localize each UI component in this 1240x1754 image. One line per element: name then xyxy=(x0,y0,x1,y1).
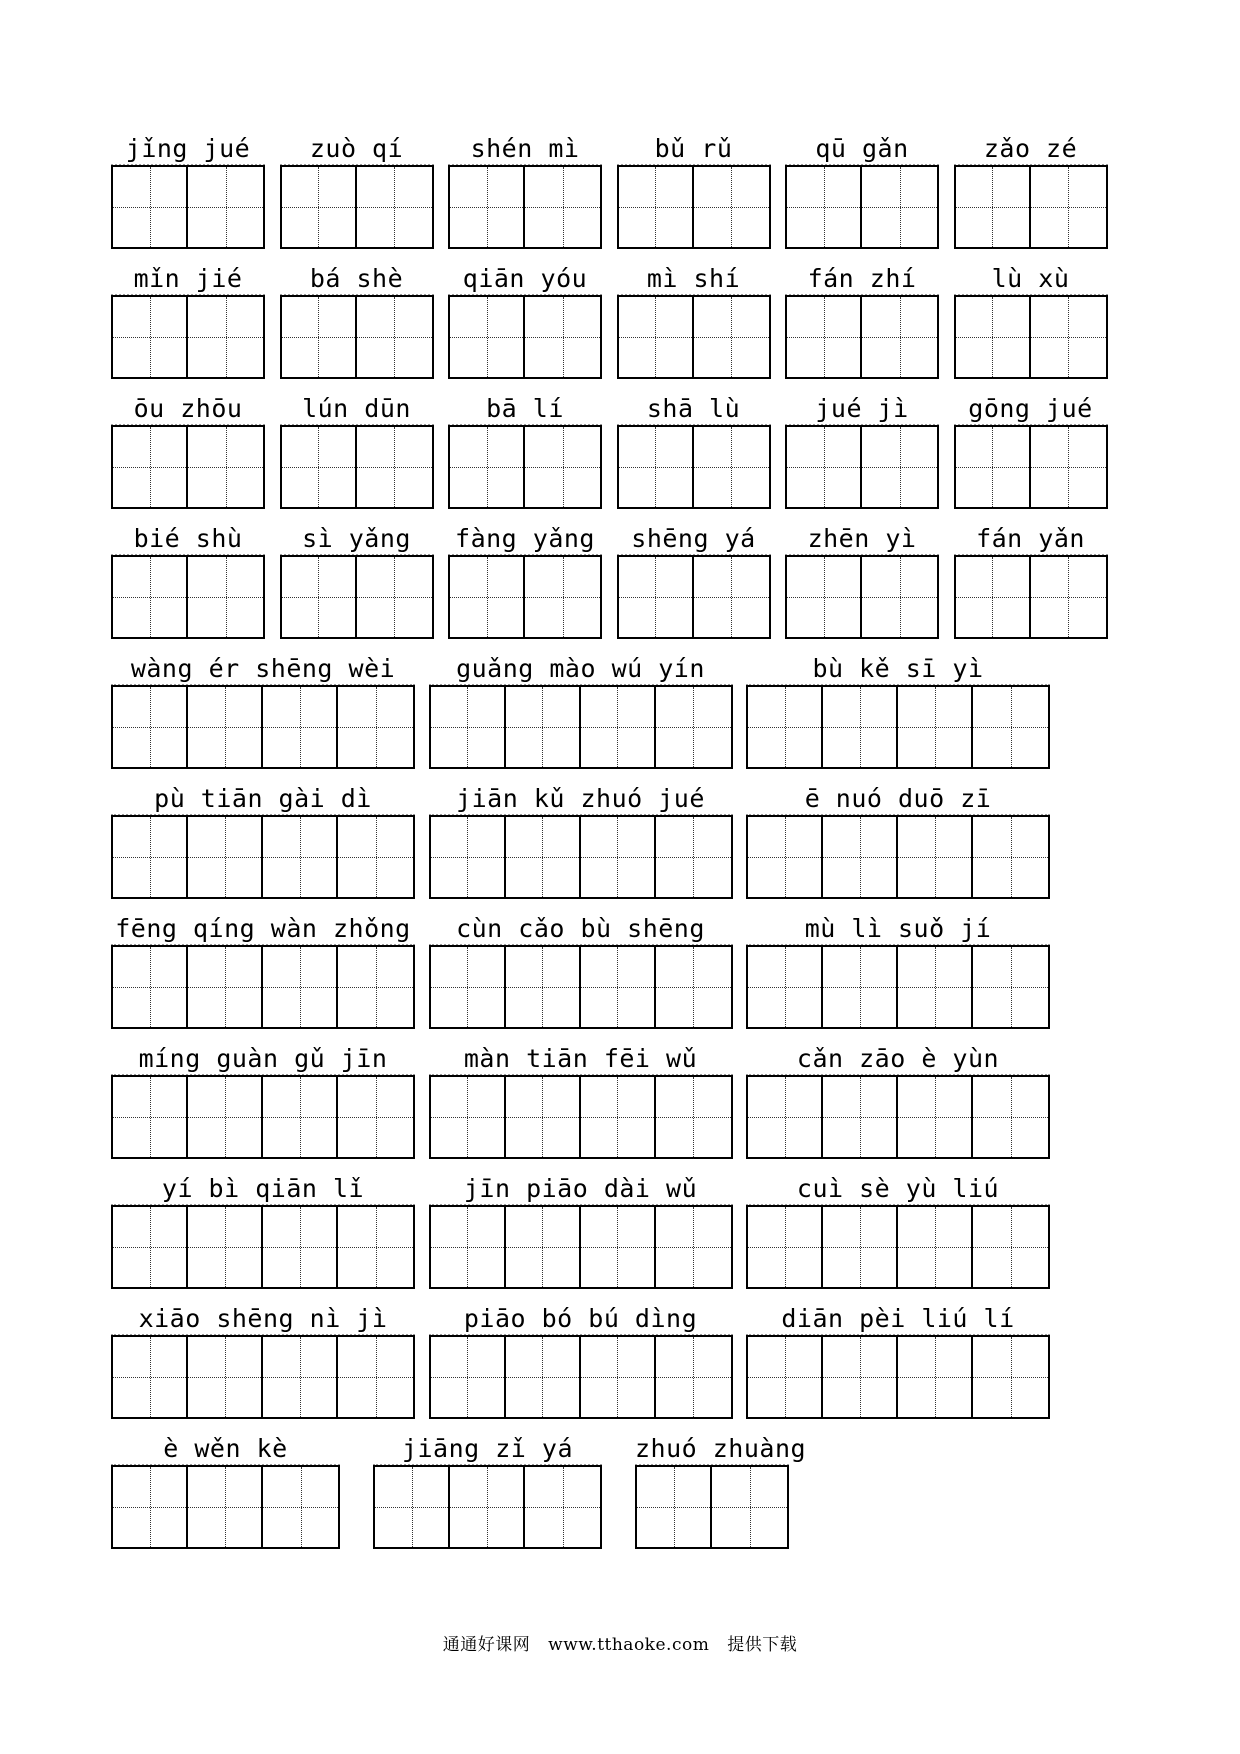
writing-cell[interactable] xyxy=(823,687,898,767)
writing-cell[interactable] xyxy=(282,427,357,507)
writing-cell[interactable] xyxy=(431,1337,506,1417)
writing-cell[interactable] xyxy=(431,1207,506,1287)
writing-grid[interactable] xyxy=(111,165,265,249)
pinyin-label: màn tiān fēi wǔ xyxy=(429,1042,733,1076)
writing-cell[interactable] xyxy=(581,687,656,767)
writing-cell[interactable] xyxy=(338,1207,413,1287)
writing-cell[interactable] xyxy=(581,817,656,897)
writing-grid[interactable] xyxy=(429,1075,733,1159)
writing-cell[interactable] xyxy=(113,297,188,377)
writing-cell[interactable] xyxy=(506,687,581,767)
pinyin-label: cuì sè yù liú xyxy=(746,1172,1050,1206)
writing-cell[interactable] xyxy=(973,1077,1048,1157)
writing-cell[interactable] xyxy=(656,1207,731,1287)
writing-cell[interactable] xyxy=(581,1337,656,1417)
writing-cell[interactable] xyxy=(748,1207,823,1287)
pinyin-label: jiāng zǐ yá xyxy=(373,1432,602,1466)
writing-cell[interactable] xyxy=(357,427,432,507)
writing-cell[interactable] xyxy=(431,817,506,897)
writing-grid[interactable] xyxy=(111,685,415,769)
writing-cell[interactable] xyxy=(113,557,188,637)
writing-cell[interactable] xyxy=(898,947,973,1027)
writing-cell[interactable] xyxy=(188,1077,263,1157)
pinyin-label: bǔ rǔ xyxy=(617,132,771,166)
writing-cell[interactable] xyxy=(656,817,731,897)
writing-cell[interactable] xyxy=(748,817,823,897)
writing-grid[interactable] xyxy=(280,555,434,639)
writing-cell[interactable] xyxy=(619,297,694,377)
pinyin-label: fēng qíng wàn zhǒng xyxy=(111,912,415,946)
pinyin-label: qiān yóu xyxy=(448,262,602,296)
writing-grid[interactable] xyxy=(617,555,771,639)
writing-cell[interactable] xyxy=(113,1467,188,1547)
pinyin-label: zǎo zé xyxy=(954,132,1108,166)
writing-cell[interactable] xyxy=(898,817,973,897)
writing-cell[interactable] xyxy=(956,297,1031,377)
writing-cell[interactable] xyxy=(787,297,862,377)
writing-cell[interactable] xyxy=(282,167,357,247)
pinyin-label: yí bì qiān lǐ xyxy=(111,1172,415,1206)
writing-cell[interactable] xyxy=(450,1467,525,1547)
pinyin-label: jué jì xyxy=(785,392,939,426)
writing-cell[interactable] xyxy=(525,167,600,247)
writing-cell[interactable] xyxy=(525,557,600,637)
writing-cell[interactable] xyxy=(450,427,525,507)
writing-cell[interactable] xyxy=(188,1337,263,1417)
writing-cell[interactable] xyxy=(956,427,1031,507)
writing-cell[interactable] xyxy=(357,297,432,377)
writing-grid[interactable] xyxy=(746,815,1050,899)
writing-cell[interactable] xyxy=(375,1467,450,1547)
writing-grid[interactable] xyxy=(280,295,434,379)
writing-cell[interactable] xyxy=(1031,427,1106,507)
writing-cell[interactable] xyxy=(113,427,188,507)
pinyin-label: fán yǎn xyxy=(954,522,1108,556)
writing-cell[interactable] xyxy=(506,1207,581,1287)
writing-grid[interactable] xyxy=(785,425,939,509)
writing-cell[interactable] xyxy=(973,947,1048,1027)
writing-cell[interactable] xyxy=(973,1337,1048,1417)
writing-cell[interactable] xyxy=(712,1467,787,1547)
writing-cell[interactable] xyxy=(748,947,823,1027)
writing-grid[interactable] xyxy=(617,165,771,249)
writing-grid[interactable] xyxy=(954,555,1108,639)
pinyin-label: bá shè xyxy=(280,262,434,296)
writing-cell[interactable] xyxy=(956,557,1031,637)
pinyin-label: lún dūn xyxy=(280,392,434,426)
writing-cell[interactable] xyxy=(450,297,525,377)
writing-cell[interactable] xyxy=(656,1337,731,1417)
pinyin-label: fán zhí xyxy=(785,262,939,296)
writing-cell[interactable] xyxy=(862,297,937,377)
writing-cell[interactable] xyxy=(973,687,1048,767)
writing-cell[interactable] xyxy=(188,427,263,507)
writing-cell[interactable] xyxy=(694,557,769,637)
writing-cell[interactable] xyxy=(506,947,581,1027)
writing-cell[interactable] xyxy=(581,1207,656,1287)
writing-grid[interactable] xyxy=(111,1465,340,1549)
writing-cell[interactable] xyxy=(898,1077,973,1157)
writing-cell[interactable] xyxy=(188,297,263,377)
writing-cell[interactable] xyxy=(619,167,694,247)
writing-grid[interactable] xyxy=(785,295,939,379)
pinyin-label: jǐng jué xyxy=(111,132,265,166)
writing-cell[interactable] xyxy=(862,167,937,247)
writing-cell[interactable] xyxy=(748,1337,823,1417)
writing-cell[interactable] xyxy=(431,947,506,1027)
writing-cell[interactable] xyxy=(263,1077,338,1157)
pinyin-label: piāo bó bú dìng xyxy=(429,1302,733,1336)
writing-cell[interactable] xyxy=(862,427,937,507)
writing-cell[interactable] xyxy=(113,947,188,1027)
pinyin-label: bù kě sī yì xyxy=(746,652,1050,686)
writing-cell[interactable] xyxy=(188,687,263,767)
writing-cell[interactable] xyxy=(113,1337,188,1417)
pinyin-label: guǎng mào wú yín xyxy=(429,652,733,686)
footer-suffix: 提供下载 xyxy=(727,1635,798,1655)
writing-grid[interactable] xyxy=(111,425,265,509)
writing-cell[interactable] xyxy=(823,817,898,897)
writing-cell[interactable] xyxy=(581,1077,656,1157)
writing-cell[interactable] xyxy=(1031,557,1106,637)
writing-grid[interactable] xyxy=(111,1205,415,1289)
writing-grid[interactable] xyxy=(111,555,265,639)
pinyin-label: jīn piāo dài wǔ xyxy=(429,1172,733,1206)
writing-cell[interactable] xyxy=(581,947,656,1027)
writing-cell[interactable] xyxy=(525,1467,600,1547)
writing-cell[interactable] xyxy=(1031,167,1106,247)
footer xyxy=(0,1630,1240,1655)
writing-grid[interactable] xyxy=(111,295,265,379)
writing-cell[interactable] xyxy=(450,167,525,247)
writing-cell[interactable] xyxy=(956,167,1031,247)
writing-cell[interactable] xyxy=(338,947,413,1027)
writing-cell[interactable] xyxy=(748,687,823,767)
writing-cell[interactable] xyxy=(823,1337,898,1417)
writing-grid[interactable] xyxy=(746,1075,1050,1159)
writing-cell[interactable] xyxy=(525,297,600,377)
pinyin-label: mǐn jié xyxy=(111,262,265,296)
writing-grid[interactable] xyxy=(429,1205,733,1289)
pinyin-label: shén mì xyxy=(448,132,602,166)
pinyin-label: cùn cǎo bù shēng xyxy=(429,912,733,946)
writing-cell[interactable] xyxy=(656,687,731,767)
pinyin-label: shēng yá xyxy=(617,522,771,556)
writing-cell[interactable] xyxy=(113,687,188,767)
footer-site-name: 通通好课网 xyxy=(442,1635,531,1655)
writing-grid[interactable] xyxy=(111,1335,415,1419)
writing-cell[interactable] xyxy=(338,687,413,767)
writing-cell[interactable] xyxy=(637,1467,712,1547)
writing-cell[interactable] xyxy=(431,687,506,767)
writing-cell[interactable] xyxy=(898,1207,973,1287)
writing-cell[interactable] xyxy=(113,1077,188,1157)
writing-grid[interactable] xyxy=(954,425,1108,509)
writing-cell[interactable] xyxy=(619,427,694,507)
writing-cell[interactable] xyxy=(973,817,1048,897)
pinyin-label: diān pèi liú lí xyxy=(746,1302,1050,1336)
writing-cell[interactable] xyxy=(263,817,338,897)
writing-cell[interactable] xyxy=(188,817,263,897)
writing-grid[interactable] xyxy=(429,815,733,899)
writing-cell[interactable] xyxy=(188,1207,263,1287)
writing-cell[interactable] xyxy=(188,947,263,1027)
pinyin-label: gōng jué xyxy=(954,392,1108,426)
writing-cell[interactable] xyxy=(338,1077,413,1157)
writing-cell[interactable] xyxy=(263,1467,338,1547)
writing-grid[interactable] xyxy=(429,945,733,1029)
pinyin-label: mù lì suǒ jí xyxy=(746,912,1050,946)
pinyin-label: fàng yǎng xyxy=(448,522,602,556)
pinyin-label: bié shù xyxy=(111,522,265,556)
writing-grid[interactable] xyxy=(617,295,771,379)
writing-grid[interactable] xyxy=(746,945,1050,1029)
writing-cell[interactable] xyxy=(748,1077,823,1157)
writing-cell[interactable] xyxy=(263,947,338,1027)
writing-cell[interactable] xyxy=(656,947,731,1027)
writing-cell[interactable] xyxy=(694,167,769,247)
pinyin-label: qū gǎn xyxy=(785,132,939,166)
writing-grid[interactable] xyxy=(373,1465,602,1549)
writing-cell[interactable] xyxy=(188,167,263,247)
writing-cell[interactable] xyxy=(1031,297,1106,377)
writing-cell[interactable] xyxy=(188,557,263,637)
writing-cell[interactable] xyxy=(656,1077,731,1157)
writing-cell[interactable] xyxy=(787,167,862,247)
pinyin-label: zuò qí xyxy=(280,132,434,166)
pinyin-label: xiāo shēng nì jì xyxy=(111,1302,415,1336)
writing-grid[interactable] xyxy=(429,1335,733,1419)
pinyin-label: è wěn kè xyxy=(111,1432,340,1466)
writing-grid[interactable] xyxy=(429,685,733,769)
writing-cell[interactable] xyxy=(898,1337,973,1417)
writing-cell[interactable] xyxy=(525,427,600,507)
writing-cell[interactable] xyxy=(506,817,581,897)
footer-url[interactable]: www.tthaoke.com xyxy=(548,1635,710,1655)
writing-cell[interactable] xyxy=(506,1337,581,1417)
writing-cell[interactable] xyxy=(113,1207,188,1287)
writing-cell[interactable] xyxy=(823,1077,898,1157)
writing-grid[interactable] xyxy=(280,165,434,249)
writing-cell[interactable] xyxy=(338,817,413,897)
pinyin-label: jiān kǔ zhuó jué xyxy=(429,782,733,816)
writing-cell[interactable] xyxy=(694,297,769,377)
pinyin-label: wàng ér shēng wèi xyxy=(111,652,415,686)
writing-cell[interactable] xyxy=(338,1337,413,1417)
writing-grid[interactable] xyxy=(617,425,771,509)
writing-grid[interactable] xyxy=(111,1075,415,1159)
pinyin-label: shā lù xyxy=(617,392,771,426)
writing-grid[interactable] xyxy=(746,685,1050,769)
writing-cell[interactable] xyxy=(113,817,188,897)
pinyin-label: lù xù xyxy=(954,262,1108,296)
writing-grid[interactable] xyxy=(448,295,602,379)
writing-cell[interactable] xyxy=(282,297,357,377)
writing-grid[interactable] xyxy=(954,295,1108,379)
writing-cell[interactable] xyxy=(263,1207,338,1287)
pinyin-label: ē nuó duō zī xyxy=(746,782,1050,816)
writing-grid[interactable] xyxy=(448,165,602,249)
writing-cell[interactable] xyxy=(263,687,338,767)
pinyin-label: bā lí xyxy=(448,392,602,426)
writing-cell[interactable] xyxy=(263,1337,338,1417)
writing-cell[interactable] xyxy=(694,427,769,507)
writing-cell[interactable] xyxy=(506,1077,581,1157)
writing-grid[interactable] xyxy=(746,1335,1050,1419)
pinyin-label: pù tiān gài dì xyxy=(111,782,415,816)
pinyin-label: cǎn zāo è yùn xyxy=(746,1042,1050,1076)
writing-cell[interactable] xyxy=(787,557,862,637)
writing-grid[interactable] xyxy=(280,425,434,509)
writing-grid[interactable] xyxy=(111,815,415,899)
writing-cell[interactable] xyxy=(862,557,937,637)
writing-cell[interactable] xyxy=(898,687,973,767)
writing-grid[interactable] xyxy=(111,945,415,1029)
writing-grid[interactable] xyxy=(954,165,1108,249)
writing-cell[interactable] xyxy=(113,167,188,247)
pinyin-label: míng guàn gǔ jīn xyxy=(111,1042,415,1076)
pinyin-label: sì yǎng xyxy=(280,522,434,556)
writing-cell[interactable] xyxy=(823,947,898,1027)
writing-grid[interactable] xyxy=(635,1465,789,1549)
pinyin-label: ōu zhōu xyxy=(111,392,265,426)
writing-cell[interactable] xyxy=(282,557,357,637)
writing-cell[interactable] xyxy=(787,427,862,507)
writing-cell[interactable] xyxy=(188,1467,263,1547)
writing-grid[interactable] xyxy=(785,555,939,639)
writing-cell[interactable] xyxy=(431,1077,506,1157)
writing-cell[interactable] xyxy=(357,167,432,247)
writing-cell[interactable] xyxy=(619,557,694,637)
pinyin-label: zhēn yì xyxy=(785,522,939,556)
writing-grid[interactable] xyxy=(746,1205,1050,1289)
writing-grid[interactable] xyxy=(448,425,602,509)
pinyin-label: mì shí xyxy=(617,262,771,296)
writing-cell[interactable] xyxy=(357,557,432,637)
pinyin-label: zhuó zhuàng xyxy=(635,1432,789,1466)
writing-grid[interactable] xyxy=(448,555,602,639)
writing-cell[interactable] xyxy=(823,1207,898,1287)
writing-cell[interactable] xyxy=(450,557,525,637)
writing-grid[interactable] xyxy=(785,165,939,249)
writing-cell[interactable] xyxy=(973,1207,1048,1287)
